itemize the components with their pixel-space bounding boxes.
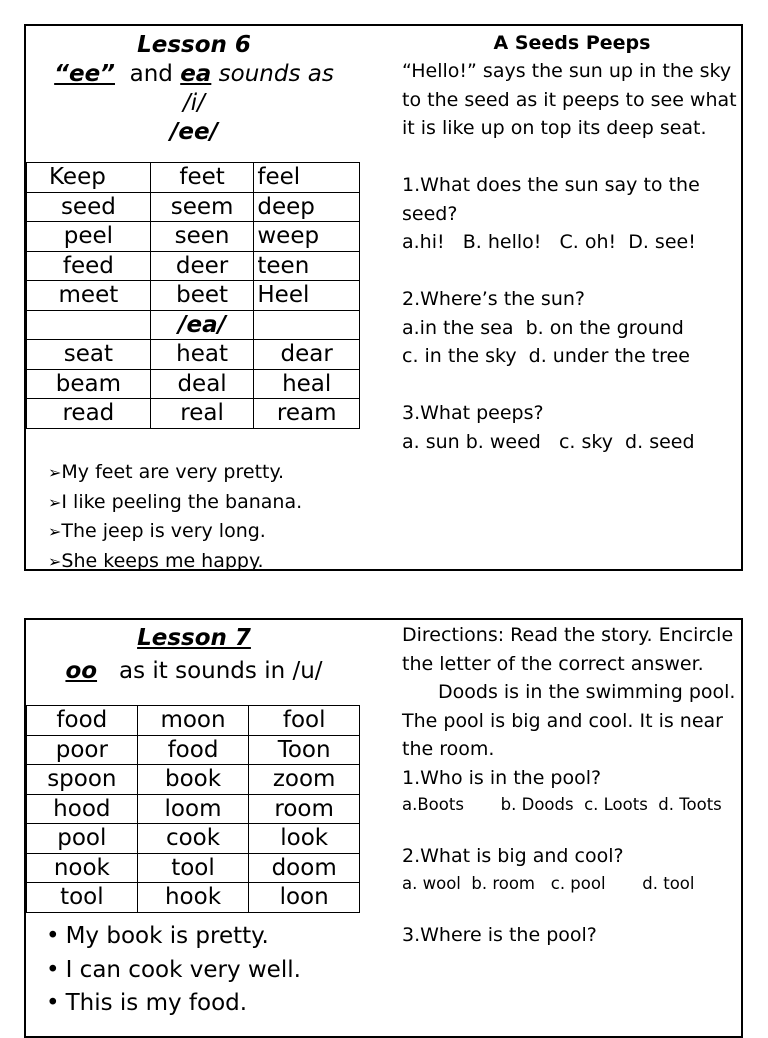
lesson7-left-column xyxy=(26,623,362,686)
table-row xyxy=(27,192,360,222)
question-2-choices-b: c. in the sky d. under the tree xyxy=(402,345,690,367)
table-cell-empty xyxy=(27,310,151,340)
table-cell: moon xyxy=(137,706,249,736)
lesson6-story-column xyxy=(402,29,742,456)
table-cell-empty xyxy=(254,310,360,340)
table-cell: food xyxy=(137,735,249,765)
list-item: ➢ The jeep is very long. xyxy=(48,517,302,547)
ea-header: /ea/ xyxy=(150,310,254,340)
question-1: 1.Who is in the pool? xyxy=(402,766,602,789)
table-cell: seem xyxy=(150,192,254,222)
table-cell: feed xyxy=(27,251,151,281)
table-cell: Toon xyxy=(249,735,360,765)
table-cell: book xyxy=(137,765,249,795)
table-cell: feel xyxy=(254,163,360,193)
story-text: “Hello!” says the sun up in the sky to the seed as it peeps to see what it is like up on top its deep seat. xyxy=(402,60,737,139)
lesson6-card xyxy=(24,24,743,571)
table-cell: poor xyxy=(27,735,138,765)
table-cell: fool xyxy=(249,706,360,736)
table-cell: deer xyxy=(150,251,254,281)
lesson6-subtitle-line3: /ee/ xyxy=(170,119,218,145)
table-cell: heat xyxy=(150,340,254,370)
table-row xyxy=(27,281,360,311)
lesson7-sentence-list xyxy=(46,920,301,1021)
question-2-choices: a. wool b. room c. pool d. tool xyxy=(402,873,695,893)
list-item: ➢ My feet are very pretty. xyxy=(48,458,302,488)
table-cell: tool xyxy=(137,853,249,883)
list-item: • This is my food. xyxy=(46,987,301,1021)
table-cell: spoon xyxy=(27,765,138,795)
table-row xyxy=(27,765,360,795)
table-cell: dear xyxy=(254,340,360,370)
lesson7-title: Lesson 7 xyxy=(137,625,251,651)
table-row xyxy=(27,310,360,340)
table-cell: heal xyxy=(254,369,360,399)
lesson7-card xyxy=(24,618,743,1038)
table-cell: beam xyxy=(27,369,151,399)
question-3: 3.Where is the pool? xyxy=(402,923,597,946)
table-cell: feet xyxy=(150,163,254,193)
table-row xyxy=(27,163,360,193)
table-cell: deal xyxy=(150,369,254,399)
question-3: 3.What peeps? xyxy=(402,402,544,424)
lesson7-subtitle xyxy=(26,657,362,686)
table-row xyxy=(27,369,360,399)
lesson6-subtitle-ee: “ee” xyxy=(54,61,115,87)
list-item: ➢ She keeps me happy. xyxy=(48,547,302,577)
table-cell: real xyxy=(150,399,254,429)
table-cell: hood xyxy=(27,794,138,824)
table-row xyxy=(27,340,360,370)
lesson6-word-table xyxy=(26,162,360,429)
lesson6-left-column xyxy=(26,30,362,147)
table-row xyxy=(27,883,360,913)
lesson7-word-table xyxy=(26,705,360,913)
lesson7-subtitle-rest: as it sounds in /u/ xyxy=(118,658,323,684)
list-item: • My book is pretty. xyxy=(46,920,301,954)
story-text: Doods is in the swimming pool. The pool is big and cool. It is near the room. xyxy=(402,681,736,760)
table-cell: doom xyxy=(249,853,360,883)
table-row xyxy=(27,853,360,883)
list-item: ➢ I like peeling the banana. xyxy=(48,488,302,518)
lesson6-subtitle xyxy=(26,60,362,89)
lesson6-subtitle-and: and xyxy=(129,61,173,87)
table-cell: hook xyxy=(137,883,249,913)
question-1: 1.What does the sun say to the seed? xyxy=(402,174,700,225)
table-cell: ream xyxy=(254,399,360,429)
directions-text: Directions: Read the story. Encircle the letter of the correct answer. xyxy=(402,624,734,675)
question-2-choices-a: a.in the sea b. on the ground xyxy=(402,316,684,339)
lesson6-subtitle-ea: ea xyxy=(180,61,212,87)
table-cell: tool xyxy=(27,883,138,913)
question-1-choices: a.hi! B. hello! C. oh! D. see! xyxy=(402,231,696,253)
table-row xyxy=(27,251,360,281)
table-cell: zoom xyxy=(249,765,360,795)
lesson6-subtitle-rest: sounds as xyxy=(218,61,334,87)
table-cell: Heel xyxy=(254,281,360,311)
table-row xyxy=(27,222,360,252)
table-cell: Keep xyxy=(27,163,151,193)
question-2: 2.Where’s the sun? xyxy=(402,288,585,310)
table-cell: beet xyxy=(150,281,254,311)
table-cell: seen xyxy=(150,222,254,252)
table-cell: weep xyxy=(254,222,360,252)
lesson7-subtitle-oo: oo xyxy=(65,658,98,684)
table-cell: seed xyxy=(27,192,151,222)
table-row xyxy=(27,735,360,765)
table-row xyxy=(27,399,360,429)
lesson6-subtitle-line2: /i/ xyxy=(183,90,205,116)
table-cell: pool xyxy=(27,824,138,854)
table-cell: loom xyxy=(137,794,249,824)
table-cell: food xyxy=(27,706,138,736)
question-2: 2.What is big and cool? xyxy=(402,845,624,867)
table-row xyxy=(27,794,360,824)
table-cell: peel xyxy=(27,222,151,252)
table-cell: nook xyxy=(27,853,138,883)
table-cell: cook xyxy=(137,824,249,854)
table-cell: deep xyxy=(254,192,360,222)
question-1-choices: a.Boots b. Doods c. Loots d. Toots xyxy=(402,795,722,814)
lesson6-title: Lesson 6 xyxy=(137,32,251,58)
table-cell: loon xyxy=(249,883,360,913)
table-cell: teen xyxy=(254,251,360,281)
table-cell: meet xyxy=(27,281,151,311)
table-row xyxy=(27,706,360,736)
list-item: • I can cook very well. xyxy=(46,954,301,988)
lesson7-story-column xyxy=(402,621,742,949)
question-3-choices: a. sun b. weed c. sky d. seed xyxy=(402,430,695,453)
lesson6-sentence-list xyxy=(48,458,302,576)
table-row xyxy=(27,824,360,854)
table-cell: look xyxy=(249,824,360,854)
table-cell: room xyxy=(249,794,360,824)
table-cell: read xyxy=(27,399,151,429)
table-cell: seat xyxy=(27,340,151,370)
story-title: A Seeds Peeps xyxy=(493,32,651,54)
